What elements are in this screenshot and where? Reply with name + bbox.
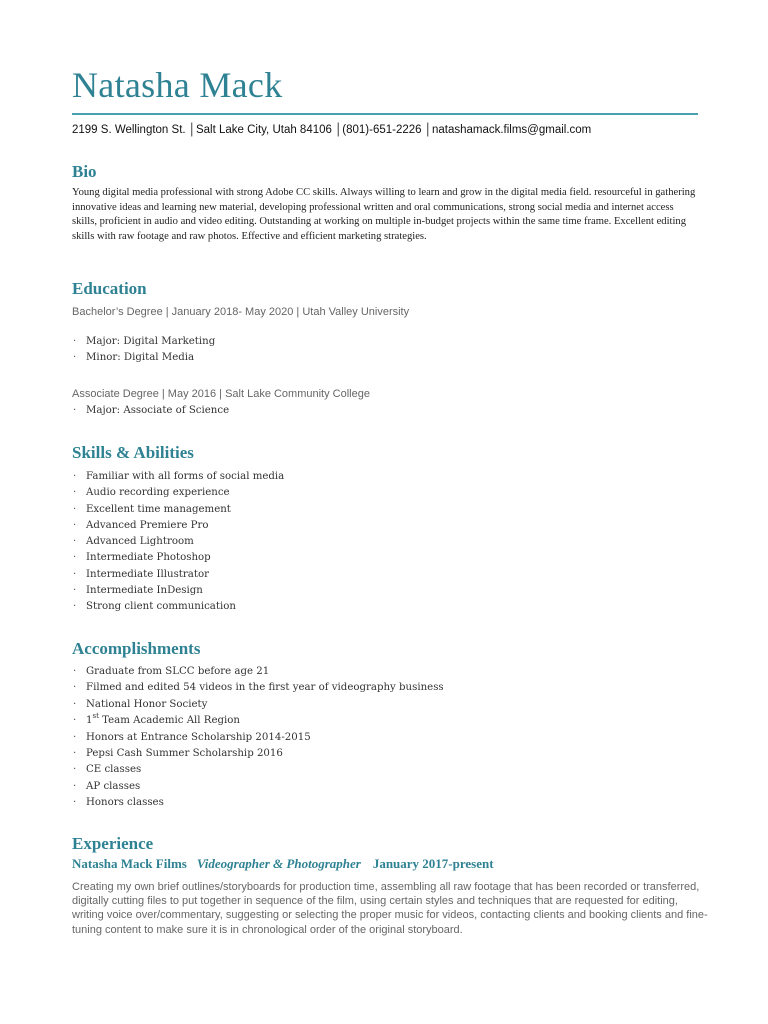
degree-1-details bbox=[72, 334, 215, 367]
accomplishments-heading: Accomplishments bbox=[72, 639, 201, 658]
list-item: · Intermediate Photoshop bbox=[72, 550, 284, 566]
list-item: · Advanced Lightroom bbox=[72, 534, 284, 550]
degree-2: Associate Degree | May 2016 | Salt Lake Community College bbox=[72, 388, 370, 400]
list-item: · Minor: Digital Media bbox=[72, 350, 215, 366]
list-item: · CE classes bbox=[72, 762, 444, 778]
list-item: · Pepsi Cash Summer Scholarship 2016 bbox=[72, 746, 444, 762]
header-divider bbox=[72, 113, 698, 115]
list-item: · Advanced Premiere Pro bbox=[72, 518, 284, 534]
degree-1: Bachelor’s Degree | January 2018- May 2020 | Utah Valley University bbox=[72, 306, 410, 318]
list-item: · Familiar with all forms of social media bbox=[72, 469, 284, 485]
list-item: · Intermediate Illustrator bbox=[72, 567, 284, 583]
bio-text: Young digital media professional with strong Adobe CC skills. Always willing to learn and grow in the digital media field. resourceful in gathering innovative ideas and learning new material, developing professional written and oral communications, strong social media and internet access skills, proficient in audio and video editing. Outstanding at working on multiple in-budget projects within the same time frame. Excellent editing skills with raw footage and raw photos. Effective and efficient marketing strategies. bbox=[72, 187, 696, 242]
resume-name: Natasha Mack bbox=[72, 65, 283, 105]
list-item: · Major: Digital Marketing bbox=[72, 334, 215, 350]
list-item: · National Honor Society bbox=[72, 697, 444, 713]
degree-2-details bbox=[72, 403, 229, 419]
list-item: · Graduate from SLCC before age 21 bbox=[72, 664, 444, 680]
ordinal-number: 1 bbox=[86, 715, 93, 727]
experience-description: Creating my own brief outlines/storyboards for production time, assembling all raw footage that has been recorded or transferred, digitally cutting files to put together in sequence of the film, using certain styles and techniques that are requested for editing, writing voice over/commentary, suggesting or selecting the proper music for videos, contacting clients and booking clients and fine-tuning content to make sure it is in chronological order of the original storyboard. bbox=[72, 881, 708, 936]
list-item: · Excellent time management bbox=[72, 502, 284, 518]
job-dates: January 2017-present bbox=[372, 856, 494, 871]
list-item: · Strong client communication bbox=[72, 599, 284, 615]
accomplishments-list bbox=[72, 664, 444, 812]
list-item bbox=[72, 713, 444, 729]
experience-title-line bbox=[72, 856, 494, 872]
ordinal-suffix: st bbox=[92, 712, 99, 721]
list-item-text: Team Academic All Region bbox=[102, 715, 240, 727]
bio-heading: Bio bbox=[72, 162, 97, 181]
job-role: Videographer & Photographer bbox=[196, 856, 361, 871]
experience-heading: Experience bbox=[72, 834, 154, 853]
list-item: · Intermediate InDesign bbox=[72, 583, 284, 599]
contact-info: 2199 S. Wellington St. │Salt Lake City, Utah 84106 │(801)-651-2226 │natashamack.films@gmail.com bbox=[72, 124, 592, 136]
skills-list bbox=[72, 469, 284, 616]
list-item: · Major: Associate of Science bbox=[72, 403, 229, 419]
list-item: · Filmed and edited 54 videos in the first year of videography business bbox=[72, 680, 444, 696]
company-name: Natasha Mack Films bbox=[72, 856, 187, 871]
list-item: · Audio recording experience bbox=[72, 485, 284, 501]
education-heading: Education bbox=[72, 279, 147, 298]
list-item: · AP classes bbox=[72, 779, 444, 795]
skills-heading: Skills & Abilities bbox=[72, 443, 194, 462]
list-item: · Honors classes bbox=[72, 795, 444, 811]
list-item: · Honors at Entrance Scholarship 2014-2015 bbox=[72, 730, 444, 746]
